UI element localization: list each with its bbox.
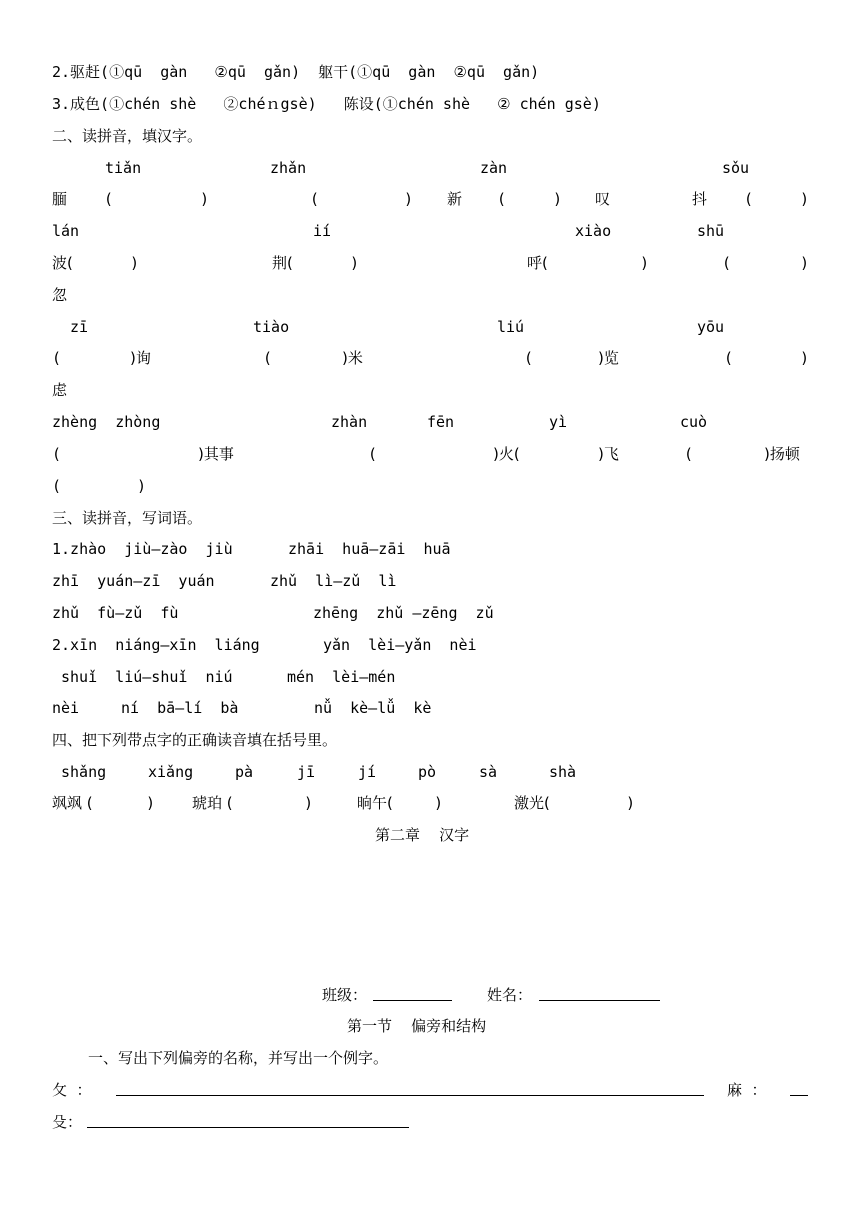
q2-r2-pinyin-3: xiào [575, 222, 612, 240]
q2-r3-pinyin-1: zī [70, 318, 89, 336]
q2-r3-bracket: ( [52, 349, 62, 367]
q4-pinyin-option: jí [358, 763, 377, 781]
q4-bracket-close: ) [304, 794, 314, 812]
q3-heading: 三、读拼音，写词语。 [52, 509, 203, 527]
q3-row-5-left: shuǐ liú—shuǐ niú [61, 668, 233, 686]
q4-word: 琥珀 ( [192, 794, 233, 812]
q3-row-4-left: 2.xīn niáng—xīn liáng [52, 636, 260, 654]
chapter-title: 第二章 汉字 [375, 826, 470, 844]
q4-word: 飒飒 ( [52, 794, 93, 812]
q1-line-2: 2.驱赶(①qū gàn ②qū gǎn) 躯干(①qū gàn ②qū gǎn) [52, 63, 540, 81]
q4-pinyin-option: sà [479, 763, 498, 781]
section-title: 第一节 偏旁和结构 [347, 1017, 487, 1035]
q2-r2-pinyin-4: shū [697, 222, 725, 240]
q4-pinyin-option: shǎng [61, 763, 107, 781]
q3-row-6-c: nǚ kè—lǚ kè [314, 699, 432, 717]
q2-r1-bracket: ) [800, 190, 810, 208]
q2-r1-bracket: ( [744, 190, 754, 208]
q2-r1-char: 叹 [595, 190, 611, 208]
q3-row-1-right: zhāi huā—zāi huā [288, 540, 451, 558]
name-field[interactable] [539, 1000, 660, 1001]
q2-r1-pinyin-4: sǒu [722, 159, 750, 177]
q2-r3-bracket: ( [524, 349, 534, 367]
q2-r4-cell: )其事 [198, 445, 234, 463]
q3-row-6-a: nèi [52, 699, 80, 717]
q2-r3-cell: )询 [130, 349, 151, 367]
q3-row-2-right: zhǔ lì—zǔ lì [270, 572, 397, 590]
q2-r4-pinyin-2: zhàn [331, 413, 368, 431]
class-field[interactable] [373, 1000, 452, 1001]
s1-heading: 一、写出下列偏旁的名称，并写出一个例字。 [88, 1049, 389, 1067]
radical-label-1: 攵 ： [52, 1081, 92, 1099]
q2-r2-cell: 荆( [272, 254, 293, 272]
q2-r1-pinyin-1: tiǎn [105, 159, 142, 177]
q2-r3-bracket: ( [724, 349, 734, 367]
q3-row-2-left: zhī yuán—zī yuán [52, 572, 215, 590]
q2-r1-char: 腼 [52, 190, 68, 208]
q4-pinyin-option: pà [235, 763, 254, 781]
q2-r3-pinyin-3: liú [497, 318, 525, 336]
q2-r1-pinyin-2: zhǎn [270, 159, 307, 177]
q2-r4-pinyin-4: yì [549, 413, 568, 431]
q3-row-6-b: ní bā—lí bà [121, 699, 239, 717]
q2-heading: 二、读拼音，填汉字。 [52, 127, 203, 145]
q2-r1-bracket: ( [310, 190, 320, 208]
q2-r4-pinyin-3: fēn [427, 413, 455, 431]
q4-pinyin-option: pò [418, 763, 437, 781]
q2-r4-continuation-open: ( [52, 477, 62, 495]
q2-r2-pinyin-2: ií [313, 222, 332, 240]
radical-label-3: 殳： [52, 1113, 83, 1131]
class-label: 班级： [322, 986, 368, 1004]
q2-r4-cell: )扬顿 [764, 445, 800, 463]
radical-label-2: 麻 ： [727, 1081, 767, 1099]
q3-row-4-right: yǎn lèi—yǎn nèi [323, 636, 477, 654]
q2-r1-bracket: ) [200, 190, 210, 208]
q2-r1-char: 新 [447, 190, 463, 208]
q4-bracket-close: ) [146, 794, 156, 812]
q2-r1-bracket: ( [497, 190, 507, 208]
q4-pinyin-option: shà [549, 763, 577, 781]
q2-r4-pinyin-1: zhèng zhòng [52, 413, 161, 431]
q2-r1-bracket: ) [553, 190, 563, 208]
q2-r2-cell: 波( [52, 254, 73, 272]
q2-r4-continuation-close: ) [137, 477, 147, 495]
q2-r1-char: 抖 [692, 190, 708, 208]
q4-pinyin-option: jī [297, 763, 316, 781]
q2-r3-pinyin-2: tiào [253, 318, 290, 336]
q2-r3-bracket: ) [800, 349, 810, 367]
q2-r2-bracket: ) [130, 254, 140, 272]
q2-r4-bracket: ( [368, 445, 378, 463]
q1-line-3: 3.成色(①chén shè ②chéｎgsè) 陈设(①chén shè ② chén gsè) [52, 95, 601, 113]
q2-r3-bracket: ( [263, 349, 273, 367]
answer-line-3[interactable] [87, 1127, 409, 1128]
q2-r4-cell: )飞 [598, 445, 619, 463]
q4-word: 晌午( [357, 794, 393, 812]
q2-r1-pinyin-3: zàn [480, 159, 508, 177]
q2-r4-pinyin-5: cuò [680, 413, 708, 431]
q2-r4-cell: )火( [493, 445, 520, 463]
q4-pinyin-option: xiǎng [148, 763, 194, 781]
q3-row-1-left: 1.zhào jiù—zào jiù [52, 540, 233, 558]
answer-line-1[interactable] [116, 1095, 704, 1096]
q2-r2-pinyin-1: lán [52, 222, 80, 240]
q2-r3-continuation: 虑 [52, 381, 68, 399]
name-label: 姓名： [487, 986, 533, 1004]
q2-r2-bracket: ) [350, 254, 360, 272]
q2-r2-bracket: ( [722, 254, 732, 272]
q2-r4-bracket: ( [684, 445, 694, 463]
q2-r2-bracket: ) [800, 254, 810, 272]
q2-r3-cell: )览 [598, 349, 619, 367]
q2-r4-bracket: ( [52, 445, 62, 463]
q4-word: 激光( [514, 794, 550, 812]
answer-line-2[interactable] [790, 1095, 808, 1096]
q2-r1-bracket: ( [104, 190, 114, 208]
q2-r2-bracket: ) [640, 254, 650, 272]
q3-row-3-right: zhēng zhǔ —zēng zǔ [313, 604, 494, 622]
q4-bracket-close: ) [626, 794, 636, 812]
q4-heading: 四、把下列带点字的正确读音填在括号里。 [52, 731, 338, 749]
q2-r3-pinyin-4: yōu [697, 318, 725, 336]
q4-bracket-close: ) [434, 794, 444, 812]
q2-r2-continuation: 忽 [52, 286, 68, 304]
q3-row-5-right: mén lèi—mén [287, 668, 396, 686]
q2-r1-bracket: ) [404, 190, 414, 208]
q2-r3-cell: )米 [342, 349, 363, 367]
q3-row-3-left: zhǔ fù—zǔ fù [52, 604, 179, 622]
q2-r2-cell: 呼( [527, 254, 548, 272]
